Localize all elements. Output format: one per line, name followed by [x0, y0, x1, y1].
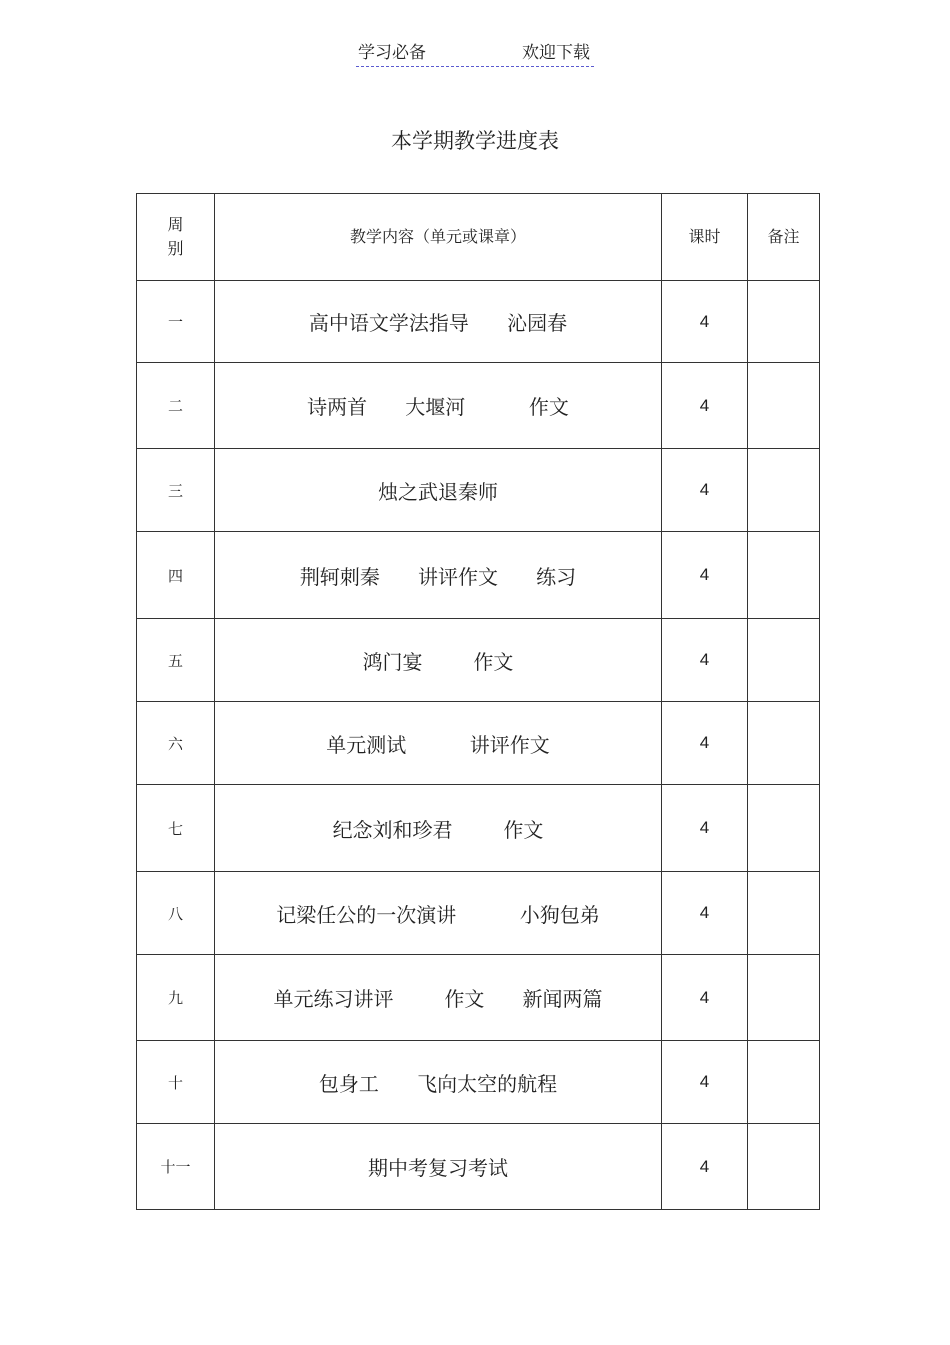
week-cell: 六	[137, 702, 215, 785]
week-cell: 五	[137, 619, 215, 702]
week-cell: 十	[137, 1041, 215, 1124]
hours-cell: 4	[662, 281, 748, 363]
table-row	[137, 955, 820, 1041]
table-row	[137, 363, 820, 449]
content-cell: 烛之武退秦师	[215, 449, 662, 532]
content-cell: 高中语文学法指导 沁园春	[215, 281, 662, 363]
note-cell	[748, 619, 820, 702]
week-cell: 七	[137, 785, 215, 872]
content-cell: 包身工 飞向太空的航程	[215, 1041, 662, 1124]
table-row	[137, 619, 820, 702]
page-title: 本学期教学进度表	[391, 129, 559, 153]
content-cell: 荆轲刺秦 讲评作文 练习	[215, 532, 662, 619]
content-cell: 期中考复习考试	[215, 1124, 662, 1210]
hours-cell: 4	[662, 1041, 748, 1124]
note-cell	[748, 702, 820, 785]
header-left-text: 学习必备	[358, 43, 426, 63]
week-cell: 四	[137, 532, 215, 619]
column-header-hours: 课时	[662, 194, 748, 281]
hours-cell: 4	[662, 363, 748, 449]
note-cell	[748, 1124, 820, 1210]
header-right-text: 欢迎下载	[522, 43, 590, 63]
week-cell: 九	[137, 955, 215, 1041]
column-header-content: 教学内容（单元或课章）	[215, 194, 662, 281]
note-cell	[748, 449, 820, 532]
week-cell: 八	[137, 872, 215, 955]
content-cell: 记梁任公的一次演讲 小狗包弟	[215, 872, 662, 955]
table-row	[137, 1041, 820, 1124]
note-cell	[748, 532, 820, 619]
note-cell	[748, 281, 820, 363]
schedule-table	[136, 193, 820, 1210]
hours-cell: 4	[662, 955, 748, 1041]
content-cell: 纪念刘和珍君 作文	[215, 785, 662, 872]
note-cell	[748, 872, 820, 955]
hours-cell: 4	[662, 449, 748, 532]
page-header	[356, 40, 594, 67]
note-cell	[748, 785, 820, 872]
table-header-row	[137, 194, 820, 281]
note-cell	[748, 955, 820, 1041]
week-cell: 一	[137, 281, 215, 363]
table-row	[137, 281, 820, 363]
week-cell: 二	[137, 363, 215, 449]
hours-cell: 4	[662, 702, 748, 785]
table-row	[137, 449, 820, 532]
table-row	[137, 1124, 820, 1210]
content-cell: 鸿门宴 作文	[215, 619, 662, 702]
week-cell: 三	[137, 449, 215, 532]
column-header-week: 周 别	[137, 194, 215, 281]
hours-cell: 4	[662, 532, 748, 619]
note-cell	[748, 363, 820, 449]
table-row	[137, 872, 820, 955]
hours-cell: 4	[662, 785, 748, 872]
column-header-note: 备注	[748, 194, 820, 281]
hours-cell: 4	[662, 1124, 748, 1210]
table-row	[137, 785, 820, 872]
hours-cell: 4	[662, 619, 748, 702]
hours-cell: 4	[662, 872, 748, 955]
table-row	[137, 702, 820, 785]
table-row	[137, 532, 820, 619]
content-cell: 单元测试 讲评作文	[215, 702, 662, 785]
week-cell: 十一	[137, 1124, 215, 1210]
note-cell	[748, 1041, 820, 1124]
content-cell: 单元练习讲评 作文 新闻两篇	[215, 955, 662, 1041]
content-cell: 诗两首 大堰河 作文	[215, 363, 662, 449]
